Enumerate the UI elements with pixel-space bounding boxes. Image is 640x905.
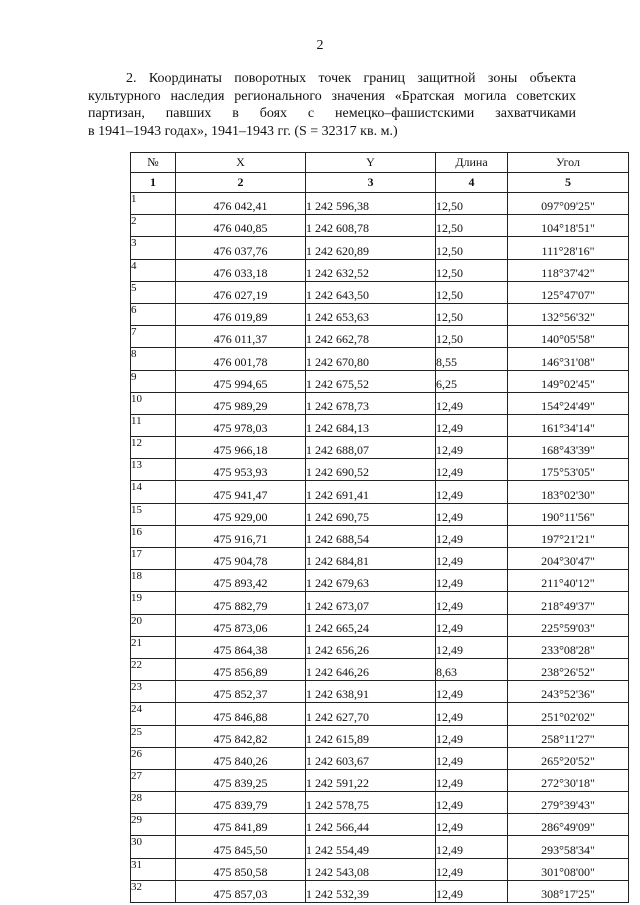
table-row [131,636,629,658]
angle-cell: 265°20'52" [508,747,629,769]
table-row [131,481,629,503]
angle-cell: 197°21'21" [508,525,629,547]
coord-x-cell: 475 882,79 [176,592,306,614]
table-row [131,370,629,392]
angle-cell: 301°08'00" [508,858,629,880]
table-body [131,193,629,903]
point-number-cell: 22 [131,658,176,680]
coord-y-cell: 1 242 615,89 [306,725,436,747]
angle-cell: 132°56'32" [508,303,629,325]
length-cell: 12,49 [436,681,508,703]
angle-cell: 125°47'07" [508,281,629,303]
column-number-row [131,173,629,193]
coord-x-cell: 476 033,18 [176,259,306,281]
point-number-cell: 27 [131,769,176,791]
length-cell: 12,49 [436,525,508,547]
table-row [131,392,629,414]
point-number-cell: 30 [131,836,176,858]
coord-x-cell: 475 953,93 [176,459,306,481]
point-number-cell: 4 [131,259,176,281]
coord-y-cell: 1 242 665,24 [306,614,436,636]
heading-line: партизан, павших в боях с немецко–фашистскими захватчиками [88,106,576,121]
column-number: 4 [436,173,508,193]
length-cell: 12,49 [436,836,508,858]
table-row [131,880,629,902]
table-row [131,747,629,769]
coord-x-cell: 475 994,65 [176,370,306,392]
coord-y-cell: 1 242 608,78 [306,215,436,237]
angle-cell: 286°49'09" [508,814,629,836]
point-number-cell: 11 [131,414,176,436]
point-number-cell: 20 [131,614,176,636]
coord-y-cell: 1 242 554,49 [306,836,436,858]
header-length: Длина [436,153,508,173]
coord-y-cell: 1 242 670,80 [306,348,436,370]
coord-x-cell: 476 001,78 [176,348,306,370]
table-row [131,215,629,237]
angle-cell: 233°08'28" [508,636,629,658]
point-number-cell: 5 [131,281,176,303]
coord-x-cell: 475 850,58 [176,858,306,880]
point-number-cell: 7 [131,326,176,348]
point-number-cell: 1 [131,193,176,215]
coord-y-cell: 1 242 673,07 [306,592,436,614]
length-cell: 8,63 [436,658,508,680]
angle-cell: 238°26'52" [508,658,629,680]
angle-cell: 272°30'18" [508,769,629,791]
angle-cell: 258°11'27" [508,725,629,747]
table-row [131,303,629,325]
angle-cell: 308°17'25" [508,880,629,902]
point-number-cell: 21 [131,636,176,658]
angle-cell: 146°31'08" [508,348,629,370]
coord-y-cell: 1 242 662,78 [306,326,436,348]
table-row [131,814,629,836]
length-cell: 12,49 [436,747,508,769]
coord-y-cell: 1 242 675,52 [306,370,436,392]
heading-line: культурного наследия регионального значения «Братская могила советских [88,88,576,104]
coord-x-cell: 476 019,89 [176,303,306,325]
coord-y-cell: 1 242 679,63 [306,570,436,592]
coord-y-cell: 1 242 627,70 [306,703,436,725]
coord-x-cell: 475 966,18 [176,437,306,459]
length-cell: 12,49 [436,858,508,880]
coord-x-cell: 475 846,88 [176,703,306,725]
table-row [131,437,629,459]
length-cell: 12,49 [436,592,508,614]
coord-x-cell: 475 839,79 [176,792,306,814]
coord-y-cell: 1 242 690,52 [306,459,436,481]
angle-cell: 243°52'36" [508,681,629,703]
heading-line: в 1941–1943 годах», 1941–1943 гг. (S = 32317 кв. м.) [88,123,398,139]
length-cell: 12,49 [436,570,508,592]
table-row [131,281,629,303]
coord-x-cell: 476 037,76 [176,237,306,259]
point-number-cell: 24 [131,703,176,725]
angle-cell: 154°24'49" [508,392,629,414]
angle-cell: 168°43'39" [508,437,629,459]
coord-y-cell: 1 242 591,22 [306,769,436,791]
point-number-cell: 25 [131,725,176,747]
coordinates-table [130,152,629,903]
coord-x-cell: 476 011,37 [176,326,306,348]
length-cell: 12,49 [436,814,508,836]
coord-x-cell: 475 852,37 [176,681,306,703]
coord-x-cell: 475 873,06 [176,614,306,636]
coord-x-cell: 476 027,19 [176,281,306,303]
point-number-cell: 10 [131,392,176,414]
length-cell: 12,49 [436,548,508,570]
page-number: 2 [316,38,324,53]
point-number-cell: 29 [131,814,176,836]
length-cell: 6,25 [436,370,508,392]
coord-x-cell: 475 893,42 [176,570,306,592]
coord-x-cell: 475 989,29 [176,392,306,414]
coord-x-cell: 475 864,38 [176,636,306,658]
table-row [131,681,629,703]
point-number-cell: 18 [131,570,176,592]
coord-y-cell: 1 242 678,73 [306,392,436,414]
table-row [131,725,629,747]
length-cell: 12,50 [436,326,508,348]
coord-x-cell: 476 040,85 [176,215,306,237]
coord-y-cell: 1 242 690,75 [306,503,436,525]
length-cell: 12,49 [436,503,508,525]
point-number-cell: 8 [131,348,176,370]
angle-cell: 218°49'37" [508,592,629,614]
point-number-cell: 32 [131,880,176,902]
table-row [131,703,629,725]
coord-x-cell: 475 857,03 [176,880,306,902]
length-cell: 12,49 [436,414,508,436]
angle-cell: 097°09'25" [508,193,629,215]
point-number-cell: 17 [131,548,176,570]
table-row [131,592,629,614]
length-cell: 12,49 [436,481,508,503]
coord-x-cell: 475 840,26 [176,747,306,769]
point-number-cell: 6 [131,303,176,325]
angle-cell: 211°40'12" [508,570,629,592]
length-cell: 12,50 [436,281,508,303]
table-row [131,348,629,370]
coord-x-cell: 475 978,03 [176,414,306,436]
table-row [131,503,629,525]
column-number: 1 [131,173,176,193]
coord-x-cell: 475 839,25 [176,769,306,791]
header-number: № [131,153,176,173]
point-number-cell: 26 [131,747,176,769]
coord-y-cell: 1 242 543,08 [306,858,436,880]
point-number-cell: 15 [131,503,176,525]
coord-x-cell: 475 841,89 [176,814,306,836]
angle-cell: 104°18'51" [508,215,629,237]
length-cell: 8,55 [436,348,508,370]
header-y: Y [306,153,436,173]
section-heading [88,70,576,140]
coord-x-cell: 475 845,50 [176,836,306,858]
coord-y-cell: 1 242 632,52 [306,259,436,281]
coord-y-cell: 1 242 688,07 [306,437,436,459]
table-row [131,792,629,814]
table-row [131,769,629,791]
coord-y-cell: 1 242 603,67 [306,747,436,769]
length-cell: 12,49 [436,392,508,414]
angle-cell: 140°05'58" [508,326,629,348]
angle-cell: 111°28'16" [508,237,629,259]
table-row [131,614,629,636]
angle-cell: 204°30'47" [508,548,629,570]
point-number-cell: 12 [131,437,176,459]
table-row [131,259,629,281]
table-row [131,658,629,680]
table-row [131,525,629,547]
angle-cell: 149°02'45" [508,370,629,392]
coord-y-cell: 1 242 566,44 [306,814,436,836]
table-row [131,193,629,215]
header-angle: Угол [508,153,629,173]
length-cell: 12,49 [436,792,508,814]
angle-cell: 251°02'02" [508,703,629,725]
length-cell: 12,49 [436,437,508,459]
length-cell: 12,49 [436,636,508,658]
point-number-cell: 28 [131,792,176,814]
angle-cell: 293°58'34" [508,836,629,858]
length-cell: 12,50 [436,215,508,237]
column-number: 2 [176,173,306,193]
coord-y-cell: 1 242 638,91 [306,681,436,703]
coord-x-cell: 475 856,89 [176,658,306,680]
table-row [131,414,629,436]
point-number-cell: 23 [131,681,176,703]
length-cell: 12,49 [436,880,508,902]
table-row [131,858,629,880]
coord-y-cell: 1 242 691,41 [306,481,436,503]
length-cell: 12,50 [436,193,508,215]
table-row [131,548,629,570]
column-number: 3 [306,173,436,193]
coord-y-cell: 1 242 596,38 [306,193,436,215]
point-number-cell: 16 [131,525,176,547]
coord-y-cell: 1 242 643,50 [306,281,436,303]
coord-y-cell: 1 242 646,26 [306,658,436,680]
angle-cell: 190°11'56" [508,503,629,525]
coord-x-cell: 476 042,41 [176,193,306,215]
length-cell: 12,49 [436,459,508,481]
coord-x-cell: 475 842,82 [176,725,306,747]
coord-x-cell: 475 941,47 [176,481,306,503]
point-number-cell: 2 [131,215,176,237]
length-cell: 12,50 [436,237,508,259]
coord-x-cell: 475 929,00 [176,503,306,525]
heading-line: 2. Координаты поворотных точек границ защитной зоны объекта [126,71,576,86]
table-header-row [131,153,629,173]
point-number-cell: 31 [131,858,176,880]
coord-y-cell: 1 242 620,89 [306,237,436,259]
length-cell: 12,49 [436,703,508,725]
table-row [131,237,629,259]
point-number-cell: 3 [131,237,176,259]
coord-y-cell: 1 242 656,26 [306,636,436,658]
point-number-cell: 13 [131,459,176,481]
length-cell: 12,49 [436,769,508,791]
header-x: X [176,153,306,173]
table-row [131,459,629,481]
table-row [131,836,629,858]
coord-y-cell: 1 242 688,54 [306,525,436,547]
point-number-cell: 19 [131,592,176,614]
coord-y-cell: 1 242 684,13 [306,414,436,436]
table-row [131,326,629,348]
coord-y-cell: 1 242 684,81 [306,548,436,570]
coord-x-cell: 475 904,78 [176,548,306,570]
angle-cell: 175°53'05" [508,459,629,481]
angle-cell: 183°02'30" [508,481,629,503]
coord-y-cell: 1 242 653,63 [306,303,436,325]
coord-y-cell: 1 242 578,75 [306,792,436,814]
coord-x-cell: 475 916,71 [176,525,306,547]
length-cell: 12,49 [436,725,508,747]
length-cell: 12,50 [436,259,508,281]
column-number: 5 [508,173,629,193]
angle-cell: 118°37'42" [508,259,629,281]
angle-cell: 161°34'14" [508,414,629,436]
table-row [131,570,629,592]
point-number-cell: 9 [131,370,176,392]
coord-y-cell: 1 242 532,39 [306,880,436,902]
point-number-cell: 14 [131,481,176,503]
length-cell: 12,49 [436,614,508,636]
angle-cell: 279°39'43" [508,792,629,814]
length-cell: 12,50 [436,303,508,325]
angle-cell: 225°59'03" [508,614,629,636]
